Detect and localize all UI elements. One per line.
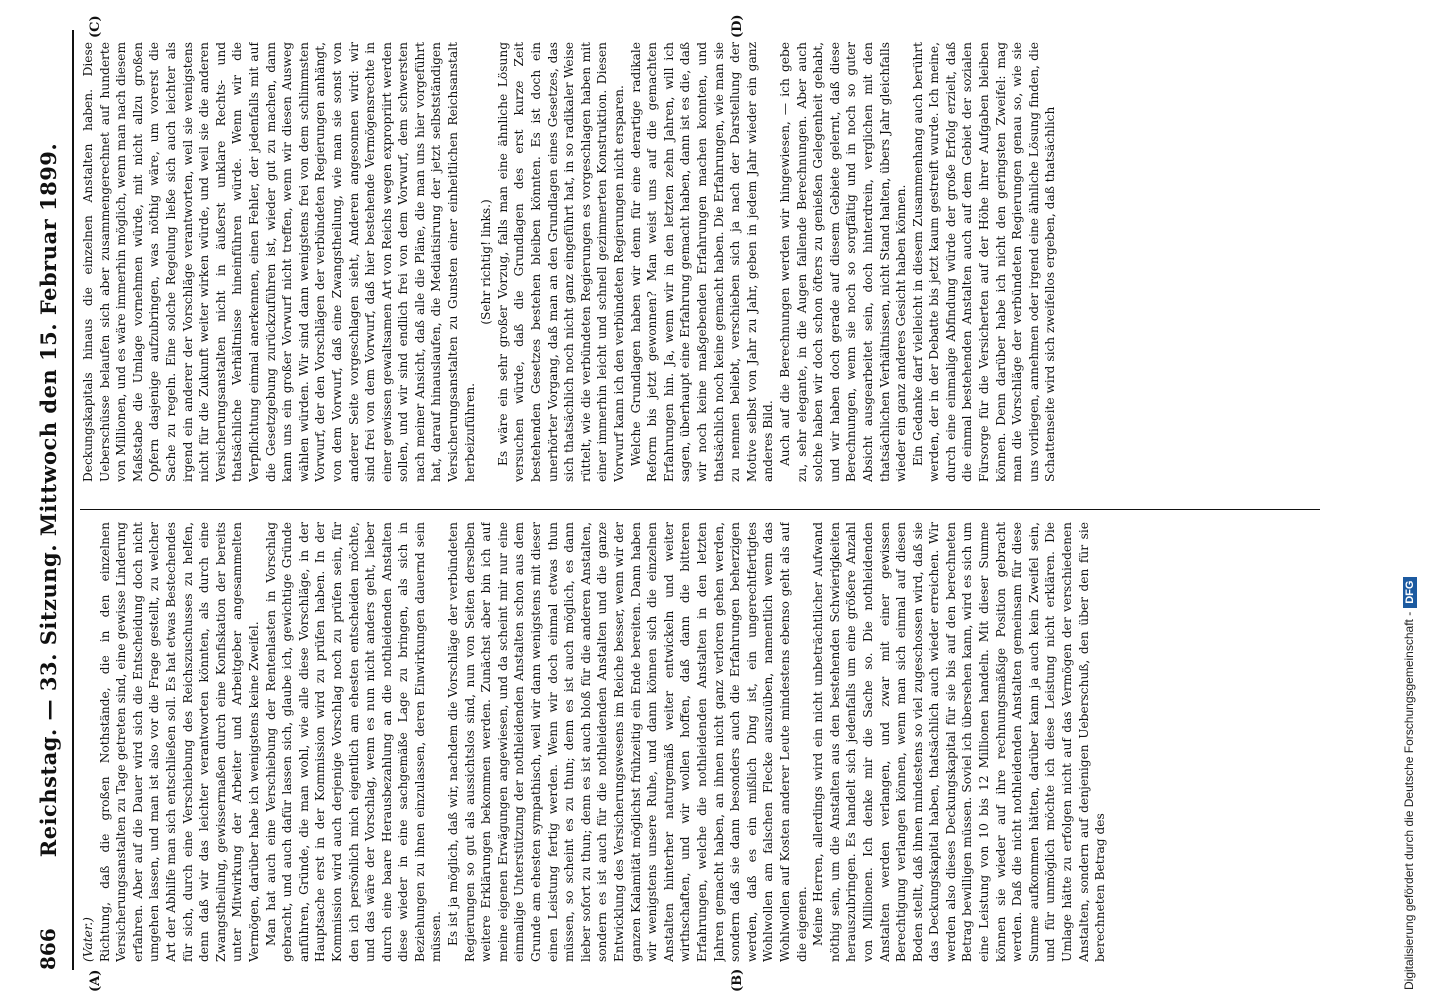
page-number: 866 xyxy=(36,928,60,970)
interjection: (Sehr richtig! links.) xyxy=(479,199,494,325)
margin-label-a: (A) xyxy=(88,969,103,992)
paragraph: Meine Herren, allerdings wird ein nicht unbeträchtlicher Aufwand nöthig sein, um die Anstalten aus den bestehenden Schwierigkeiten herauszubringen. Es handelt sich jedenfalls um eine größere Anzahl von Millionen. Ich denke mir die Sache so. Die nothleidenden Anstalten werden verlangen, und zwar mit einer gewissen Berechtigung verlangen können, wenn man sich einmal auf diesen Boden stellt, daß ihnen mindestens so viel zugeschossen wird, daß sie das Deckungskapital haben, thatsächlich auch wieder erreichen. Wir werden also dieses Deckungskapital für sie bis auf den berechneten Betrag bewilligen müssen. Soviel ich übersehen kann, wird es sich um eine Leistung von 10 bis 12 Millionen handeln. Mit dieser Summe können sie wieder auf ihre rechnungsmäßige Position gebracht werden. Daß die nicht nothleidenden Anstalten gemeinsam für diese Summe aufkommen hätten, darüber kann ja auch kein Zweifel sein, und für unmöglich möchte ich diese Leistung nicht erklären. Die Umlage hätte zu erfolgen nicht auf das Vermögen der verschiedenen Anstalten, sondern auf denjenigen Ueberschuß, den über den für sie berechneten Betrag des xyxy=(811,522,1108,962)
margin-label-b: (B) xyxy=(730,968,745,992)
paragraph: Auch auf die Berechnungen werden wir hingewiesen, — ich gebe zu, sehr elegante, in die Augen fallende Berechnungen. Aber auch solche haben wir doch schon öfters zu genießen Gelegenheit gehabt, und wir haben doch gerade auf diesem Gebiete gelernt, daß diese Berechnungen, wenn sie noch so sorgfältig und in noch so guter Absicht ausgearbeitet sein, doch hinterdrein, verglichen mit den thatsächlichen Verhältnissen, nicht Stand halten, übers Jahr gleichfalls wieder ein ganz anderes Gesicht haben können. xyxy=(777,42,909,482)
left-column xyxy=(80,522,1315,962)
credit-text: Digitalisierung gefördert durch die Deutsche Forschungsgemeinschaft - xyxy=(1402,611,1416,990)
column-divider xyxy=(80,509,1320,510)
paragraph: Es ist ja möglich, daß wir, nachdem die Vorschläge der verbündeten Regierungen so gut als aussichtslos sind, nun von Seiten derselben weitere Erklärungen bekommen werden. Zunächst aber bin ich auf meine eigenen Erwägungen angewiesen, und da scheint mir nur eine einmalige Unterstützung der nothleidenden Anstalten schon aus dem Grunde am ehesten sympathisch, weil wir dann wenigstens mit dieser einen Leistung fertig werden. Wenn wir doch einmal etwas thun müssen, so scheint es zu thun; denn es ist auch möglich, es dann lieber sofort zu thun; denn es ist auch bloß für die anderen Anstalten, sondern es ist auch für die nothleidenden Anstalten und die ganze Entwicklung des Versicherungswesens im Reiche besser, wenn wir der ganzen Kalamität möglichst frühzeitig ein Ende bereiten. Dann haben wir wenigstens unsere Ruhe, und dann können sich die einzelnen Anstalten hinterher naturgemäß weiter entwickeln und weiter wirthschaften, und wir wollen hoffen, daß dann die bitteren Erfahrungen, welche die nothleidenden Anstalten in den letzten Jahren gemacht haben, an ihnen nicht ganz verloren gehen werden, sondern daß sie dann besonders auch die Erfahrungen beherzigen werden, daß es ein mißlich Ding ist, ein ungerechtfertigtes Wohlwollen am falschen Flecke auszuüben, namentlich wenn das Wohlwollen auf Kosten anderer Leute mindestens ebenso geht als auf die eigenen. xyxy=(446,522,809,962)
right-column xyxy=(80,42,1315,482)
running-title: Reichstag. — 33. Sitzung. Mittwoch den 15. Februar 1899. xyxy=(36,142,61,858)
paragraph: Es wäre ein sehr großer Vorzug, falls man eine ähnliche Lösung versuchen würde, daß die Grundlagen des erst kurze Zeit bestehenden Gesetzes bestehen bleiben könnten. Es ist doch ein unerhörter Vorgang, daß man an den Grundlagen eines Gesetzes, das sich thatsächlich noch nicht ganz eingeführt hat, in so radikaler Weise rüttelt, wie die verbündeten Regierungen es vorgeschlagen haben mit einer immerhin leicht und schnell gezimmerten Konstruktion. Diesen Vorwurf kann ich den verbündeten Regierungen nicht ersparen. xyxy=(495,42,626,482)
margin-label-c: (C) xyxy=(88,15,103,38)
dfg-logo: DFG xyxy=(1403,577,1417,608)
paragraph: Ein Gedanke darf vielleicht in diesem Zusammenhang auch berührt werden, der in der Debatte bis jetzt kaum gestreift wurde. Ich meine, durch eine einmalige Abfindung würde der große Erfolg erzielt, daß die einmal bestehenden Anstalten auch auf dem Gebiet der sozialen Fürsorge für die Versicherten auf der Höhe ihrer Aufgaben bleiben können. Denn darüber habe ich nicht den geringsten Zweifel: mag man die Vorschläge der verbündeten Regierungen genau so, wie sie uns vorliegen, annehmen oder irgend eine ähnliche Lösung finden, die Schattenseite wird sich zweifellos ergeben, daß thatsächlich xyxy=(910,42,1058,482)
digitization-credit xyxy=(1395,10,1423,990)
margin-label-d: (D) xyxy=(730,14,745,38)
speaker-tag: (Vater.) xyxy=(81,917,95,962)
paragraph: Man hat auch eine Verschiebung der Rentenlasten in Vorschlag gebracht, und auch dafür lassen sich, glaube ich, gewichtige Gründe anführen, Gründe, die man wohl, wie alle diese Vorschläge, in der Hauptsache erst in der Kommission wird zu prüfen haben. In der Kommission wird auch derjenige Vorschlag noch zu prüfen sein, für den ich persönlich mich eigentlich am ehesten entscheiden möchte, und das wäre der Vorschlag, wenn es nun nicht anders geht, lieber durch eine baare Herausbezahlung an die nothleidenden Anstalten diese wieder in eine sachgemäße Lage zu bringen, als sich in Beziehungen zu ihnen einzulassen, deren Einwirkungen dauernd sein müssen. xyxy=(263,522,444,962)
paragraph: Richtung, daß die großen Nothstände, die in den einzelnen Versicherungsanstalten zu Tage getreten sind, eine gewisse Linderung erfahren. Aber auf die Dauer wird sich die Entscheidung doch nicht umgehen lassen, und man ist also vor die Frage gestellt, zu welcher Art der Abhilfe man sich entschließen soll. Es hat etwas Bestechendes für sich, durch eine Verschiebung des Reichszuschusses zu helfen, denn daß wir das leichter verantworten könnten, als durch eine Zwangstheilung, gewissermaßen durch eine Konfiskation der bereits unter Mitwirkung der Arbeiter und Arbeitgeber angesammelten Vermögen, darüber habe ich wenigstens keine Zweifel. xyxy=(97,522,261,962)
page-header xyxy=(28,30,70,970)
paragraph: Deckungskapitals hinaus die einzelnen Anstalten haben. Diese Ueberschüsse belaufen sich aber zusammengerechnet auf hunderte von Millionen, und es wäre immerhin möglich, wenn man nach diesem Maßstabe die Umlage vornehmen würde, mit nicht allzu großen Opfern dasjenige aufzubringen, was nöthig wäre, um vorerst die Sache zu regeln. Eine solche Regelung ließe sich auch leichter als irgend ein anderer der Vorschläge verantworten, weil sie wenigstens nicht für die Zukunft weiter wirken würde, und weil sie die anderen Versicherungsanstalten nicht in äußerst unklare Rechts- und thatsächliche Verhältnisse hineinführen würde. Wenn wir die Verpflichtung einmal anerkennen, einen Fehler, der jedenfalls mit auf die Gesetzgebung zurückzuführen ist, wieder gut zu machen, dann kann uns ein großer Vorwurf nicht treffen, wenn wir diesen Ausweg wählen würden. Wir sind dann wenigstens frei von dem schlimmsten Vorwurf, der den Vorschlägen der verbündeten Regierungen anhängt, von dem Vorwurf, daß eine Zwangstheilung, wie man sie sonst von anderer Seite vorgeschlagen sieht, Anderen angesonnen wird: wir sind frei von dem Vorwurf, daß hier bestehende Vermögensrechte in einer gewissen gewaltsamen Art von Reichs wegen expropriirt werden sollen, und wir sind endlich frei von dem Vorwurf, dem schwersten nach meiner Ansicht, daß alle die Pläne, die man uns hier vorgeführt hat, darauf hinauslaufen, die Mediatisirung der jetzt selbstständigen Versicherungsanstalten zu Gunsten einer einheitlichen Reichsanstalt herbeizuführen. xyxy=(81,42,477,482)
paragraph: Welche Grundlagen haben wir denn für eine derartige radikale Reform bis jetzt gewonnen? Man weist uns auf die gemachten Erfahrungen hin. Ja, wenn wir in den letzten zehn Jahren, will ich sagen, überhaupt eine Erfahrung gemacht haben, dann ist es die, daß wir noch keine maßgebenden Erfahrungen machen konnten, und thatsächlich noch keine gemacht haben. Die Erfahrungen, wie man sie zu nennen beliebt, verschieben sich ja nach der Darstellung der Motive selbst von Jahr zu Jahr, geben in jedem Jahr wieder ein ganz anderes Bild. xyxy=(628,42,776,482)
header-rule xyxy=(72,30,74,970)
